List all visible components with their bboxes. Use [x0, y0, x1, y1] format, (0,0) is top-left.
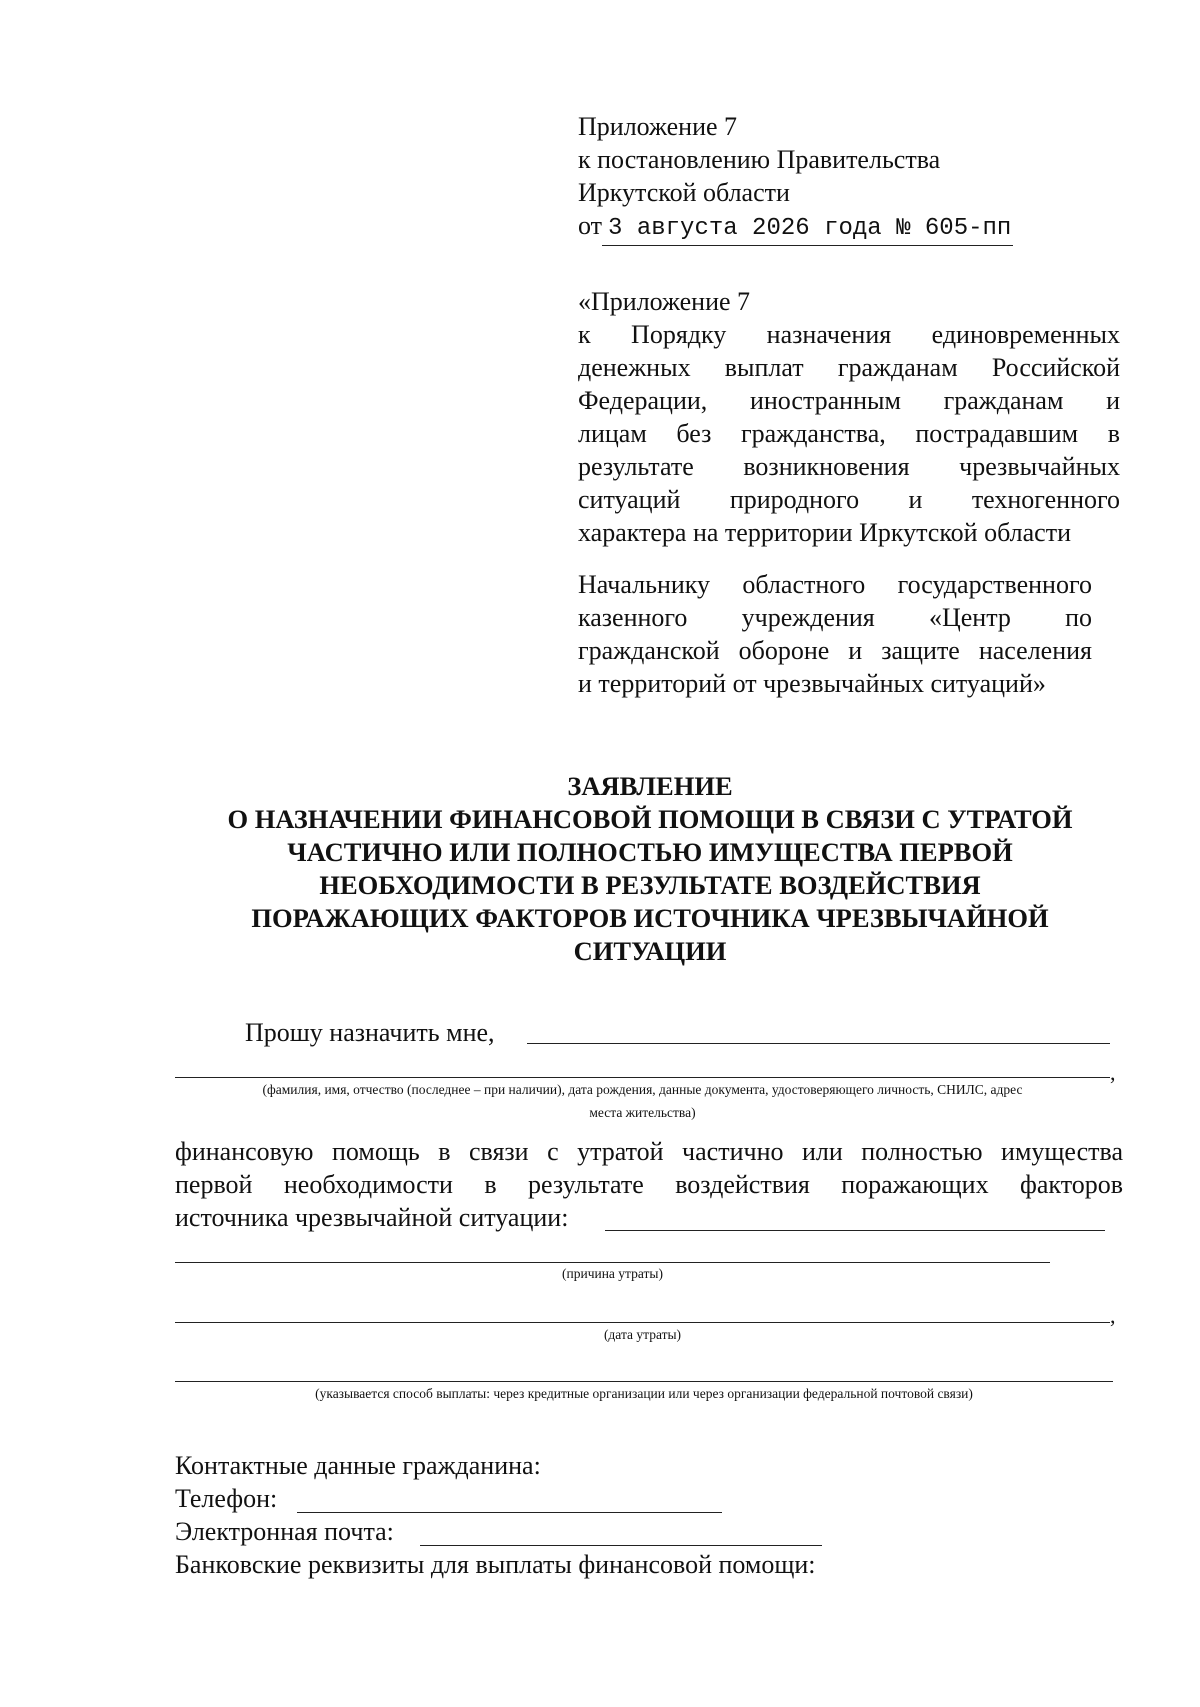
title-line: ЗАЯВЛЕНИЕ [567, 771, 733, 801]
title-line: ПОРАЖАЮЩИХ ФАКТОРОВ ИСТОЧНИКА ЧРЕЗВЫЧАЙНОЙ [251, 903, 1049, 933]
appendix-line: «Приложение 7 [578, 287, 751, 316]
title-line: НЕОБХОДИМОСТИ В РЕЗУЛЬТАТЕ ВОЗДЕЙСТВИЯ [319, 870, 981, 900]
appendix-header [578, 110, 1122, 246]
loss-date-caption: (дата утраты) [603, 1327, 682, 1342]
appendix-line: результате возникновения чрезвычайных [578, 452, 1120, 481]
phone-field[interactable] [297, 1512, 722, 1513]
applicant-name-field[interactable] [527, 1043, 1110, 1044]
addressee-line: гражданской обороне и защите населения [578, 636, 1092, 665]
title-line: ЧАСТИЧНО ИЛИ ПОЛНОСТЬЮ ИМУЩЕСТВА ПЕРВОЙ [287, 837, 1013, 867]
header-date-value: 3 августа 2026 года № 605-пп [602, 212, 1013, 246]
paragraph-line: источника чрезвычайной ситуации: [175, 1203, 569, 1232]
loss-date-comma: , [1110, 1303, 1116, 1328]
addressee-line: и территорий от чрезвычайных ситуаций» [578, 669, 1046, 698]
addressee-line: казенного учреждения «Центр по [578, 603, 1092, 632]
phone-row [175, 1482, 816, 1515]
title-line: СИТУАЦИИ [573, 936, 727, 966]
request-label: Прошу назначить мне, [245, 1018, 495, 1047]
appendix-reference [578, 285, 1120, 549]
request-paragraph [175, 1135, 1123, 1234]
emergency-source-field[interactable] [605, 1230, 1105, 1231]
appendix-line: к Порядку назначения единовременных [578, 320, 1120, 349]
appendix-line: денежных выплат гражданам Российской [578, 353, 1120, 382]
bank-details-label: Банковские реквизиты для выплаты финансовой помощи: [175, 1550, 816, 1579]
applicant-details-field[interactable] [175, 1077, 1110, 1078]
phone-label: Телефон: [175, 1484, 278, 1513]
applicant-caption-1: (фамилия, имя, отчество (последнее – при наличии), дата рождения, данные документа, удостоверяющего личность, СНИЛС, адрес [262, 1082, 1023, 1097]
appendix-line: характера на территории Иркутской области [578, 518, 1071, 547]
applicant-comma: , [1110, 1060, 1116, 1085]
addressee [578, 568, 1092, 700]
appendix-line: лицам без гражданства, пострадавшим в [578, 419, 1120, 448]
appendix-line: ситуаций природного и техногенного [578, 485, 1120, 514]
payment-method-caption: (указывается способ выплаты: через кредитные организации или через организации федеральной почтовой связи) [315, 1386, 973, 1401]
document-title [130, 770, 1170, 968]
loss-reason-field[interactable] [175, 1262, 1050, 1263]
appendix-line: Федерации, иностранным гражданам и [578, 386, 1120, 415]
header-date-prefix: от [578, 211, 603, 240]
loss-reason-caption: (причина утраты) [562, 1266, 663, 1281]
email-label: Электронная почта: [175, 1517, 394, 1546]
email-field[interactable] [420, 1545, 822, 1546]
paragraph-line: финансовую помощь в связи с утратой частично или полностью имущества [175, 1137, 1123, 1166]
applicant-caption-2: места жительства) [589, 1105, 696, 1120]
header-line-2: к постановлению Правительства [578, 145, 941, 174]
email-row [175, 1515, 816, 1548]
paragraph-line: первой необходимости в результате воздействия поражающих факторов [175, 1170, 1123, 1199]
contacts-section [175, 1449, 816, 1581]
header-line-4 [578, 209, 1122, 246]
header-line-1: Приложение 7 [578, 112, 738, 141]
header-line-3: Иркутской области [578, 178, 790, 207]
loss-date-field[interactable] [175, 1322, 1110, 1323]
contacts-heading: Контактные данные гражданина: [175, 1451, 541, 1480]
title-line: О НАЗНАЧЕНИИ ФИНАНСОВОЙ ПОМОЩИ В СВЯЗИ С УТРАТОЙ [227, 804, 1073, 834]
addressee-line: Начальнику областного государственного [578, 570, 1092, 599]
payment-method-field[interactable] [175, 1381, 1113, 1382]
